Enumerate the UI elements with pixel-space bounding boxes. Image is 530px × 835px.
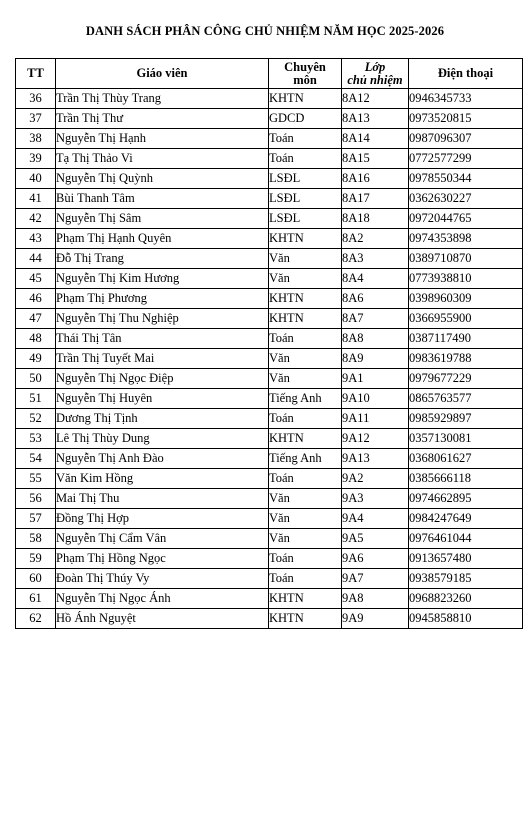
row-number-cell: 58 xyxy=(16,529,56,549)
header-class xyxy=(342,59,409,89)
homeroom-class-cell: 9A5 xyxy=(342,529,409,549)
table-row xyxy=(16,369,523,389)
phone-cell: 0368061627 xyxy=(409,449,523,469)
row-number-cell: 55 xyxy=(16,469,56,489)
teacher-name-cell: Nguyễn Thị Thu Nghiệp xyxy=(56,309,269,329)
teacher-name-cell: Đỗ Thị Trang xyxy=(56,249,269,269)
subject-cell: Tiếng Anh xyxy=(269,389,342,409)
subject-cell: Văn xyxy=(269,269,342,289)
row-number-cell: 59 xyxy=(16,549,56,569)
row-number-cell: 51 xyxy=(16,389,56,409)
homeroom-class-cell: 9A3 xyxy=(342,489,409,509)
subject-cell: Toán xyxy=(269,569,342,589)
table-header-row xyxy=(16,59,523,89)
table-row xyxy=(16,489,523,509)
row-number-cell: 53 xyxy=(16,429,56,449)
table-row xyxy=(16,509,523,529)
teacher-name-cell: Đoàn Thị Thúy Vy xyxy=(56,569,269,589)
phone-cell: 0773938810 xyxy=(409,269,523,289)
table-row xyxy=(16,449,523,469)
teacher-name-cell: Nguyễn Thị Ngọc Điệp xyxy=(56,369,269,389)
table-row xyxy=(16,109,523,129)
row-number-cell: 38 xyxy=(16,129,56,149)
header-teacher: Giáo viên xyxy=(56,59,269,89)
homeroom-assignment-table xyxy=(15,58,523,629)
subject-cell: Văn xyxy=(269,489,342,509)
subject-cell: Tiếng Anh xyxy=(269,449,342,469)
subject-cell: Toán xyxy=(269,129,342,149)
table-row xyxy=(16,349,523,369)
header-class-line1: Lớp xyxy=(364,59,386,74)
teacher-name-cell: Đồng Thị Hợp xyxy=(56,509,269,529)
homeroom-class-cell: 9A11 xyxy=(342,409,409,429)
homeroom-class-cell: 8A8 xyxy=(342,329,409,349)
homeroom-class-cell: 8A2 xyxy=(342,229,409,249)
phone-cell: 0976461044 xyxy=(409,529,523,549)
teacher-name-cell: Mai Thị Thu xyxy=(56,489,269,509)
table-row xyxy=(16,469,523,489)
table-row xyxy=(16,249,523,269)
phone-cell: 0978550344 xyxy=(409,169,523,189)
header-class-line2: chủ nhiệm xyxy=(347,72,403,87)
phone-cell: 0968823260 xyxy=(409,589,523,609)
table-row xyxy=(16,549,523,569)
subject-cell: Toán xyxy=(269,549,342,569)
teacher-name-cell: Văn Kim Hồng xyxy=(56,469,269,489)
row-number-cell: 41 xyxy=(16,189,56,209)
phone-cell: 0772577299 xyxy=(409,149,523,169)
phone-cell: 0865763577 xyxy=(409,389,523,409)
row-number-cell: 37 xyxy=(16,109,56,129)
phone-cell: 0357130081 xyxy=(409,429,523,449)
table-row xyxy=(16,309,523,329)
table-body xyxy=(16,89,523,629)
subject-cell: KHTN xyxy=(269,429,342,449)
homeroom-class-cell: 8A18 xyxy=(342,209,409,229)
row-number-cell: 40 xyxy=(16,169,56,189)
teacher-name-cell: Trần Thị Thùy Trang xyxy=(56,89,269,109)
row-number-cell: 39 xyxy=(16,149,56,169)
homeroom-class-cell: 9A9 xyxy=(342,609,409,629)
subject-cell: KHTN xyxy=(269,589,342,609)
teacher-name-cell: Bùi Thanh Tâm xyxy=(56,189,269,209)
subject-cell: Toán xyxy=(269,469,342,489)
phone-cell: 0362630227 xyxy=(409,189,523,209)
subject-cell: Toán xyxy=(269,409,342,429)
teacher-name-cell: Nguyễn Thị Sâm xyxy=(56,209,269,229)
teacher-name-cell: Nguyễn Thị Anh Đào xyxy=(56,449,269,469)
homeroom-class-cell: 8A7 xyxy=(342,309,409,329)
teacher-name-cell: Nguyễn Thị Kim Hương xyxy=(56,269,269,289)
homeroom-class-cell: 8A12 xyxy=(342,89,409,109)
teacher-name-cell: Dương Thị Tịnh xyxy=(56,409,269,429)
teacher-name-cell: Nguyễn Thị Ngọc Ánh xyxy=(56,589,269,609)
teacher-name-cell: Phạm Thị Hạnh Quyên xyxy=(56,229,269,249)
teacher-name-cell: Nguyễn Thị Cẩm Vân xyxy=(56,529,269,549)
table-row xyxy=(16,229,523,249)
phone-cell: 0985929897 xyxy=(409,409,523,429)
homeroom-class-cell: 8A3 xyxy=(342,249,409,269)
document-title: DANH SÁCH PHÂN CÔNG CHỦ NHIỆM NĂM HỌC 2025-2026 xyxy=(85,24,445,38)
subject-cell: Văn xyxy=(269,529,342,549)
subject-cell: KHTN xyxy=(269,89,342,109)
row-number-cell: 50 xyxy=(16,369,56,389)
subject-cell: Văn xyxy=(269,369,342,389)
row-number-cell: 46 xyxy=(16,289,56,309)
phone-cell: 0387117490 xyxy=(409,329,523,349)
phone-cell: 0984247649 xyxy=(409,509,523,529)
table-row xyxy=(16,409,523,429)
subject-cell: Toán xyxy=(269,329,342,349)
homeroom-class-cell: 8A4 xyxy=(342,269,409,289)
teacher-name-cell: Trần Thị Tuyết Mai xyxy=(56,349,269,369)
table-row xyxy=(16,209,523,229)
teacher-name-cell: Nguyễn Thị Huyên xyxy=(56,389,269,409)
phone-cell: 0979677229 xyxy=(409,369,523,389)
subject-cell: KHTN xyxy=(269,289,342,309)
subject-cell: GDCD xyxy=(269,109,342,129)
homeroom-class-cell: 9A2 xyxy=(342,469,409,489)
phone-cell: 0946345733 xyxy=(409,89,523,109)
row-number-cell: 62 xyxy=(16,609,56,629)
homeroom-class-cell: 9A12 xyxy=(342,429,409,449)
homeroom-class-cell: 9A13 xyxy=(342,449,409,469)
subject-cell: KHTN xyxy=(269,609,342,629)
row-number-cell: 48 xyxy=(16,329,56,349)
row-number-cell: 56 xyxy=(16,489,56,509)
homeroom-class-cell: 8A9 xyxy=(342,349,409,369)
subject-cell: KHTN xyxy=(269,229,342,249)
row-number-cell: 36 xyxy=(16,89,56,109)
subject-cell: LSĐL xyxy=(269,189,342,209)
subject-cell: Văn xyxy=(269,509,342,529)
teacher-name-cell: Trần Thị Thư xyxy=(56,109,269,129)
row-number-cell: 47 xyxy=(16,309,56,329)
phone-cell: 0938579185 xyxy=(409,569,523,589)
homeroom-class-cell: 9A4 xyxy=(342,509,409,529)
header-subject xyxy=(269,59,342,89)
table-row xyxy=(16,569,523,589)
phone-cell: 0945858810 xyxy=(409,609,523,629)
phone-cell: 0974662895 xyxy=(409,489,523,509)
row-number-cell: 49 xyxy=(16,349,56,369)
teacher-name-cell: Thái Thị Tân xyxy=(56,329,269,349)
table-row xyxy=(16,89,523,109)
homeroom-class-cell: 9A10 xyxy=(342,389,409,409)
subject-cell: LSĐL xyxy=(269,169,342,189)
header-tt: TT xyxy=(16,59,56,89)
table-row xyxy=(16,289,523,309)
subject-cell: Văn xyxy=(269,349,342,369)
table-row xyxy=(16,589,523,609)
subject-cell: Toán xyxy=(269,149,342,169)
homeroom-class-cell: 8A13 xyxy=(342,109,409,129)
header-phone: Điện thoại xyxy=(409,59,523,89)
table-row xyxy=(16,269,523,289)
header-subject-line1: Chuyên xyxy=(284,59,326,74)
teacher-name-cell: Lê Thị Thùy Dung xyxy=(56,429,269,449)
phone-cell: 0389710870 xyxy=(409,249,523,269)
table-row xyxy=(16,529,523,549)
homeroom-class-cell: 8A15 xyxy=(342,149,409,169)
phone-cell: 0913657480 xyxy=(409,549,523,569)
row-number-cell: 61 xyxy=(16,589,56,609)
phone-cell: 0385666118 xyxy=(409,469,523,489)
subject-cell: Văn xyxy=(269,249,342,269)
homeroom-class-cell: 8A14 xyxy=(342,129,409,149)
phone-cell: 0398960309 xyxy=(409,289,523,309)
row-number-cell: 45 xyxy=(16,269,56,289)
phone-cell: 0987096307 xyxy=(409,129,523,149)
table-row xyxy=(16,609,523,629)
phone-cell: 0974353898 xyxy=(409,229,523,249)
teacher-name-cell: Nguyễn Thị Quỳnh xyxy=(56,169,269,189)
homeroom-class-cell: 9A8 xyxy=(342,589,409,609)
row-number-cell: 44 xyxy=(16,249,56,269)
phone-cell: 0972044765 xyxy=(409,209,523,229)
table-row xyxy=(16,389,523,409)
subject-cell: KHTN xyxy=(269,309,342,329)
teacher-name-cell: Nguyễn Thị Hạnh xyxy=(56,129,269,149)
teacher-name-cell: Tạ Thị Thảo Vi xyxy=(56,149,269,169)
row-number-cell: 43 xyxy=(16,229,56,249)
teacher-name-cell: Hồ Ánh Nguyệt xyxy=(56,609,269,629)
row-number-cell: 57 xyxy=(16,509,56,529)
homeroom-class-cell: 8A17 xyxy=(342,189,409,209)
table-row xyxy=(16,189,523,209)
phone-cell: 0973520815 xyxy=(409,109,523,129)
row-number-cell: 52 xyxy=(16,409,56,429)
table-row xyxy=(16,129,523,149)
table-row xyxy=(16,429,523,449)
homeroom-class-cell: 8A6 xyxy=(342,289,409,309)
table-row xyxy=(16,169,523,189)
phone-cell: 0366955900 xyxy=(409,309,523,329)
homeroom-class-cell: 9A1 xyxy=(342,369,409,389)
phone-cell: 0983619788 xyxy=(409,349,523,369)
table-row xyxy=(16,329,523,349)
row-number-cell: 54 xyxy=(16,449,56,469)
teacher-name-cell: Phạm Thị Hồng Ngọc xyxy=(56,549,269,569)
row-number-cell: 42 xyxy=(16,209,56,229)
teacher-name-cell: Phạm Thị Phương xyxy=(56,289,269,309)
homeroom-class-cell: 9A7 xyxy=(342,569,409,589)
table-row xyxy=(16,149,523,169)
homeroom-class-cell: 9A6 xyxy=(342,549,409,569)
header-subject-line2: môn xyxy=(293,72,317,87)
row-number-cell: 60 xyxy=(16,569,56,589)
homeroom-class-cell: 8A16 xyxy=(342,169,409,189)
subject-cell: LSĐL xyxy=(269,209,342,229)
